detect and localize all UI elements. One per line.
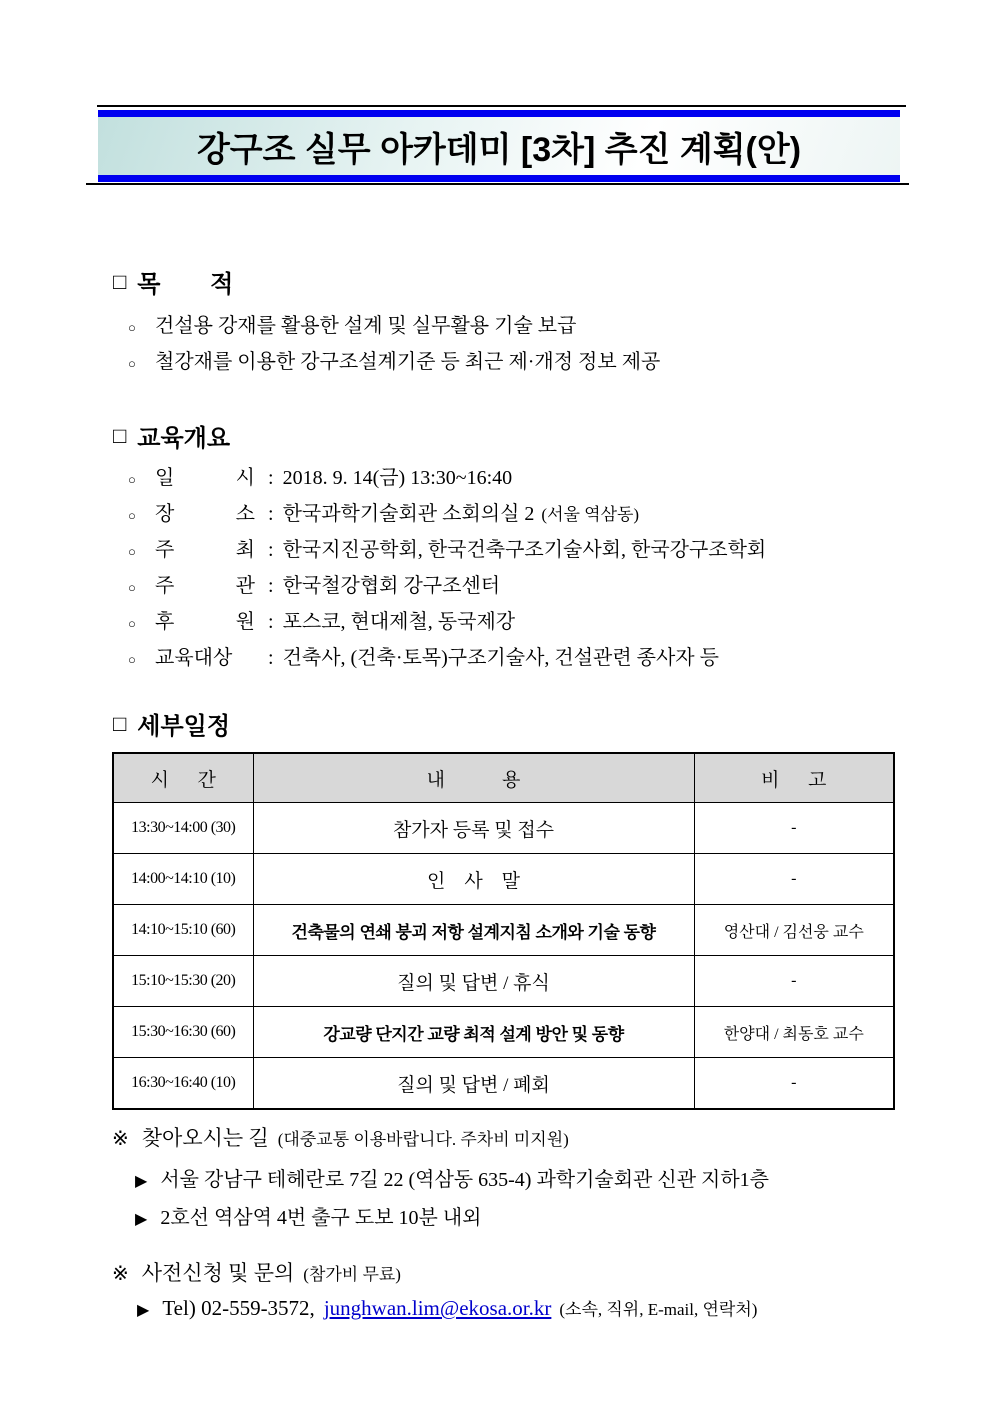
- purpose-item: [128, 344, 660, 380]
- arrow-icon: ▶: [135, 1211, 148, 1228]
- overview-separator: :: [268, 611, 274, 633]
- schedule-remark: -: [694, 956, 894, 1007]
- purpose-item-text: 건설용 강재를 활용한 설계 및 실무활용 기술 보급: [155, 315, 577, 337]
- contact-suffix: (소속, 직위, E-mail, 연락처): [559, 1300, 758, 1319]
- schedule-content: 참가자 등록 및 접수: [253, 803, 694, 854]
- bullet-icon: ○: [128, 652, 136, 667]
- schedule-remark: -: [694, 854, 894, 905]
- overview-value: 건축사, (건축·토목)구조기술사, 건설관련 종사자 등: [282, 647, 719, 669]
- overview-item: [128, 532, 766, 568]
- application-heading: [112, 1257, 401, 1287]
- overview-separator: :: [268, 647, 274, 669]
- schedule-time: 15:30~16:30 (60): [113, 1007, 253, 1058]
- purpose-heading-label: 목 적: [137, 271, 234, 298]
- overview-item: [128, 604, 766, 640]
- section-marker-icon: □: [113, 268, 127, 294]
- schedule-time: 14:00~14:10 (10): [113, 854, 253, 905]
- email-link[interactable]: junghwan.lim@ekosa.or.kr: [323, 1296, 552, 1320]
- schedule-time: 14:10~15:10 (60): [113, 905, 253, 956]
- directions-item: [135, 1201, 481, 1230]
- schedule-header-time: 시 간: [113, 753, 253, 803]
- bullet-icon: ○: [128, 544, 136, 559]
- schedule-remark: -: [694, 803, 894, 854]
- purpose-item: [128, 308, 660, 344]
- schedule-header-content: 내 용: [253, 753, 694, 803]
- overview-label: 장 소: [155, 503, 255, 525]
- directions-item-text: 서울 강남구 테헤란로 7길 22 (역삼동 635-4) 과학기술회관 신관 지하1층: [160, 1169, 769, 1191]
- overview-item: [128, 460, 766, 496]
- section-marker-icon: □: [113, 710, 127, 736]
- directions-item-text: 2호선 역삼역 4번 출구 도보 10분 내외: [160, 1207, 482, 1229]
- reference-mark-icon: ※: [112, 1128, 129, 1150]
- schedule-table: [112, 752, 895, 1110]
- schedule-heading-label: 세부일정: [137, 713, 231, 740]
- overview-separator: :: [268, 503, 274, 525]
- schedule-content: 인 사 말: [253, 854, 694, 905]
- schedule-remark: -: [694, 1058, 894, 1110]
- arrow-icon: ▶: [137, 1302, 150, 1319]
- contact-line: [137, 1295, 757, 1321]
- overview-heading-label: 교육개요: [137, 425, 231, 452]
- bullet-icon: ○: [128, 356, 136, 371]
- overview-label: 후 원: [155, 611, 255, 633]
- schedule-header-remark: 비 고: [694, 753, 894, 803]
- overview-item: [128, 568, 766, 604]
- directions-item: [135, 1163, 769, 1192]
- overview-value: 한국과학기술회관 소회의실 2: [282, 503, 535, 525]
- overview-value: 2018. 9. 14(금) 13:30~16:40: [282, 467, 513, 489]
- section-marker-icon: □: [113, 422, 127, 448]
- title-banner: [98, 110, 900, 182]
- schedule-header-row: [113, 753, 894, 803]
- overview-label: 주 최: [155, 539, 255, 561]
- overview-value: 한국지진공학회, 한국건축구조기술사회, 한국강구조학회: [282, 539, 767, 561]
- overview-value: 한국철강협회 강구조센터: [282, 575, 501, 597]
- section-purpose-heading: [113, 264, 233, 299]
- table-row: [113, 905, 894, 956]
- directions-heading: [112, 1122, 569, 1152]
- schedule-content: 질의 및 답변 / 휴식: [253, 956, 694, 1007]
- section-overview-heading: [113, 418, 230, 453]
- schedule-time: 16:30~16:40 (10): [113, 1058, 253, 1110]
- overview-list: [128, 460, 766, 676]
- document-title: 강구조 실무 아카데미 [3차] 추진 계획(안): [196, 130, 802, 169]
- schedule-time: 13:30~14:00 (30): [113, 803, 253, 854]
- directions-title: 찾아오시는 길: [141, 1126, 269, 1150]
- application-title: 사전신청 및 문의: [141, 1261, 295, 1285]
- overview-label: 교육대상: [155, 647, 233, 669]
- overview-note: (서울 역삼동): [541, 505, 640, 524]
- overview-label: 주 관: [155, 575, 255, 597]
- overview-item: [128, 640, 766, 676]
- bullet-icon: ○: [128, 580, 136, 595]
- reference-mark-icon: ※: [112, 1263, 129, 1285]
- overview-label: 일 시: [155, 467, 255, 489]
- table-row: [113, 854, 894, 905]
- bullet-icon: ○: [128, 616, 136, 631]
- schedule-content: 질의 및 답변 / 폐회: [253, 1058, 694, 1110]
- purpose-item-text: 철강재를 이용한 강구조설계기준 등 최근 제·개정 정보 제공: [155, 351, 661, 373]
- table-row: [113, 1058, 894, 1110]
- table-row: [113, 803, 894, 854]
- overview-separator: :: [268, 575, 274, 597]
- table-row: [113, 1007, 894, 1058]
- directions-note: (대중교통 이용바랍니다. 주차비 미지원): [277, 1130, 569, 1149]
- bullet-icon: ○: [128, 508, 136, 523]
- overview-item: [128, 496, 766, 532]
- bullet-icon: ○: [128, 320, 136, 335]
- schedule-content: 건축물의 연쇄 붕괴 저항 설계지침 소개와 기술 동향: [253, 905, 694, 956]
- table-row: [113, 956, 894, 1007]
- schedule-remark: 영산대 / 김선웅 교수: [694, 905, 894, 956]
- section-schedule-heading: [113, 706, 230, 741]
- schedule-content: 강교량 단지간 교량 최적 설계 방안 및 동향: [253, 1007, 694, 1058]
- application-note: (참가비 무료): [303, 1265, 401, 1284]
- schedule-remark: 한양대 / 최동호 교수: [694, 1007, 894, 1058]
- purpose-list: [128, 308, 660, 380]
- arrow-icon: ▶: [135, 1173, 148, 1190]
- schedule-time: 15:10~15:30 (20): [113, 956, 253, 1007]
- overview-separator: :: [268, 539, 274, 561]
- bullet-icon: ○: [128, 472, 136, 487]
- overview-value: 포스코, 현대제철, 동국제강: [282, 611, 516, 633]
- overview-separator: :: [268, 467, 274, 489]
- contact-phone: Tel) 02-559-3572,: [162, 1296, 315, 1320]
